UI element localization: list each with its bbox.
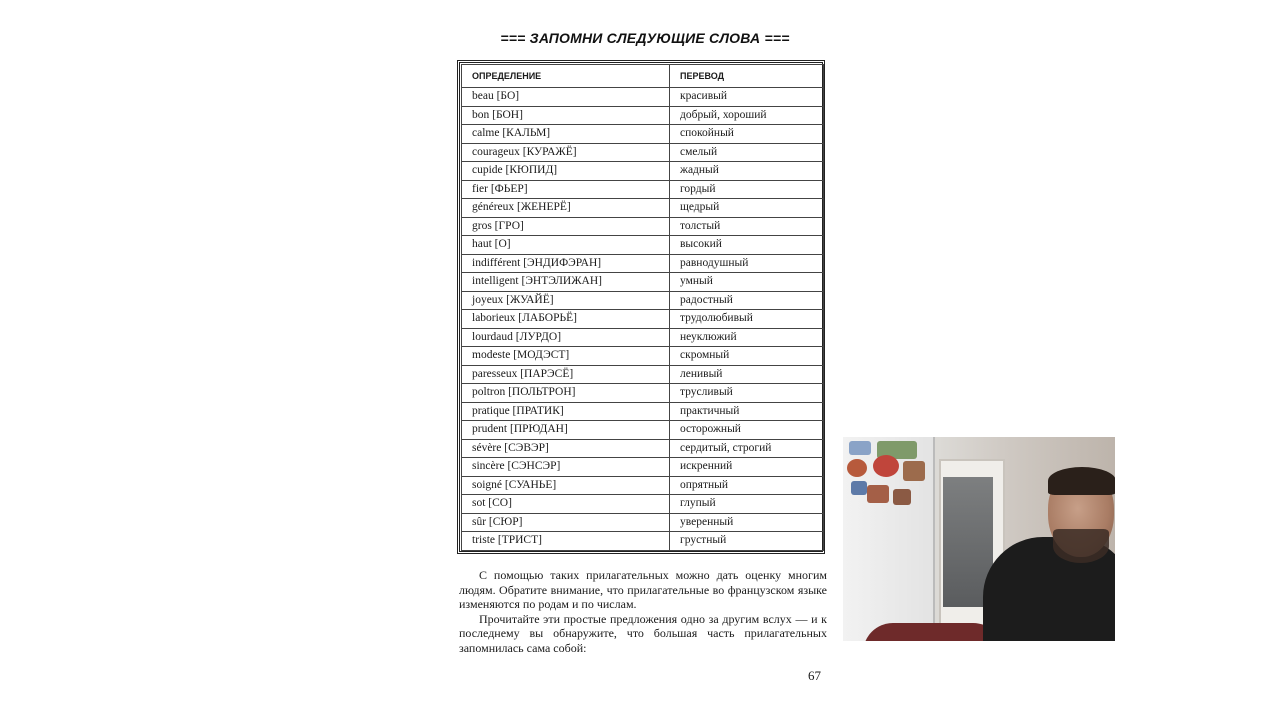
translation-cell: умный bbox=[670, 273, 824, 292]
translation-cell: практичный bbox=[670, 402, 824, 421]
word-cell: pratique [ПРАТИК] bbox=[462, 402, 670, 421]
table-row bbox=[462, 310, 824, 329]
translation-cell: высокий bbox=[670, 236, 824, 255]
translation-cell: толстый bbox=[670, 217, 824, 236]
table-row bbox=[462, 476, 824, 495]
word-cell: prudent [ПРЮДАН] bbox=[462, 421, 670, 440]
table-row bbox=[462, 162, 824, 181]
translation-cell: ленивый bbox=[670, 365, 824, 384]
fridge-magnet-icon bbox=[847, 459, 867, 477]
word-cell: courageux [КУРАЖЁ] bbox=[462, 143, 670, 162]
word-cell: fier [ФЬЕР] bbox=[462, 180, 670, 199]
paragraph: Прочитайте эти простые предложения одно за другим вслух — и к последнему вы обнаружите, что большая часть прилагательных запомнилась сама собой: bbox=[459, 611, 827, 655]
webcam-chair bbox=[863, 623, 1003, 641]
translation-cell: неуклюжий bbox=[670, 328, 824, 347]
word-cell: généreux [ЖЕНЕРЁ] bbox=[462, 199, 670, 218]
vocabulary-table-frame bbox=[457, 60, 825, 554]
table-row bbox=[462, 458, 824, 477]
table-row bbox=[462, 365, 824, 384]
fridge-magnet-icon bbox=[849, 441, 871, 455]
table-row bbox=[462, 88, 824, 107]
table-row bbox=[462, 291, 824, 310]
word-cell: intelligent [ЭНТЭЛИЖАН] bbox=[462, 273, 670, 292]
table-row bbox=[462, 513, 824, 532]
translation-cell: спокойный bbox=[670, 125, 824, 144]
column-header-definition: ОПРЕДЕЛЕНИЕ bbox=[462, 65, 670, 88]
translation-cell: равнодушный bbox=[670, 254, 824, 273]
translation-cell: добрый, хороший bbox=[670, 106, 824, 125]
word-cell: sincère [СЭНСЭР] bbox=[462, 458, 670, 477]
webcam-person-beard bbox=[1053, 529, 1109, 563]
word-cell: gros [ГРО] bbox=[462, 217, 670, 236]
webcam-person-hair bbox=[1048, 467, 1115, 495]
translation-cell: искренний bbox=[670, 458, 824, 477]
word-cell: poltron [ПОЛЬТРОН] bbox=[462, 384, 670, 403]
table-row bbox=[462, 495, 824, 514]
table-row bbox=[462, 384, 824, 403]
translation-cell: щедрый bbox=[670, 199, 824, 218]
paragraph: С помощью таких прилагательных можно дать оценку многим людям. Обратите внимание, что прилагательные во французском языке изменяются по родам и по числам. bbox=[459, 568, 827, 611]
word-cell: triste [ТРИСТ] bbox=[462, 532, 670, 551]
word-cell: lourdaud [ЛУРДО] bbox=[462, 328, 670, 347]
table-row bbox=[462, 106, 824, 125]
table-row bbox=[462, 421, 824, 440]
word-cell: cupide [КЮПИД] bbox=[462, 162, 670, 181]
word-cell: indifférent [ЭНДИФЭРАН] bbox=[462, 254, 670, 273]
word-cell: calme [КАЛЬМ] bbox=[462, 125, 670, 144]
fridge-magnet-icon bbox=[903, 461, 925, 481]
fridge-magnet-icon bbox=[873, 455, 899, 477]
table-row bbox=[462, 347, 824, 366]
translation-cell: глупый bbox=[670, 495, 824, 514]
column-header-translation: ПЕРЕВОД bbox=[670, 65, 824, 88]
translation-cell: радостный bbox=[670, 291, 824, 310]
translation-cell: смелый bbox=[670, 143, 824, 162]
word-cell: modeste [МОДЭСТ] bbox=[462, 347, 670, 366]
table-row bbox=[462, 273, 824, 292]
body-text bbox=[459, 568, 827, 655]
table-row bbox=[462, 402, 824, 421]
translation-cell: сердитый, строгий bbox=[670, 439, 824, 458]
table-row bbox=[462, 532, 824, 551]
table-row bbox=[462, 236, 824, 255]
table-row bbox=[462, 439, 824, 458]
table-row bbox=[462, 125, 824, 144]
translation-cell: жадный bbox=[670, 162, 824, 181]
translation-cell: скромный bbox=[670, 347, 824, 366]
word-cell: laborieux [ЛАБОРЬЁ] bbox=[462, 310, 670, 329]
table-row bbox=[462, 217, 824, 236]
vocabulary-table bbox=[461, 64, 824, 551]
translation-cell: трудолюбивый bbox=[670, 310, 824, 329]
table-row bbox=[462, 328, 824, 347]
translation-cell: осторожный bbox=[670, 421, 824, 440]
table-row bbox=[462, 199, 824, 218]
translation-cell: гордый bbox=[670, 180, 824, 199]
table-row bbox=[462, 254, 824, 273]
word-cell: joyeux [ЖУАЙЁ] bbox=[462, 291, 670, 310]
fridge-magnet-icon bbox=[867, 485, 889, 503]
translation-cell: трусливый bbox=[670, 384, 824, 403]
translation-cell: красивый bbox=[670, 88, 824, 107]
word-cell: soigné [СУАНЬЕ] bbox=[462, 476, 670, 495]
webcam-overlay bbox=[843, 437, 1115, 641]
table-row bbox=[462, 143, 824, 162]
word-cell: bon [БОН] bbox=[462, 106, 670, 125]
fridge-magnet-icon bbox=[893, 489, 911, 505]
table-row bbox=[462, 180, 824, 199]
word-cell: beau [БО] bbox=[462, 88, 670, 107]
word-cell: paresseux [ПАРЭСЁ] bbox=[462, 365, 670, 384]
word-cell: haut [О] bbox=[462, 236, 670, 255]
translation-cell: опрятный bbox=[670, 476, 824, 495]
translation-cell: грустный bbox=[670, 532, 824, 551]
word-cell: sot [СО] bbox=[462, 495, 670, 514]
table-header-row bbox=[462, 65, 824, 88]
page-number: 67 bbox=[808, 668, 821, 683]
fridge-magnet-icon bbox=[851, 481, 867, 495]
page-title: === ЗАПОМНИ СЛЕДУЮЩИЕ СЛОВА === bbox=[500, 30, 790, 46]
word-cell: sûr [СЮР] bbox=[462, 513, 670, 532]
translation-cell: уверенный bbox=[670, 513, 824, 532]
word-cell: sévère [СЭВЭР] bbox=[462, 439, 670, 458]
